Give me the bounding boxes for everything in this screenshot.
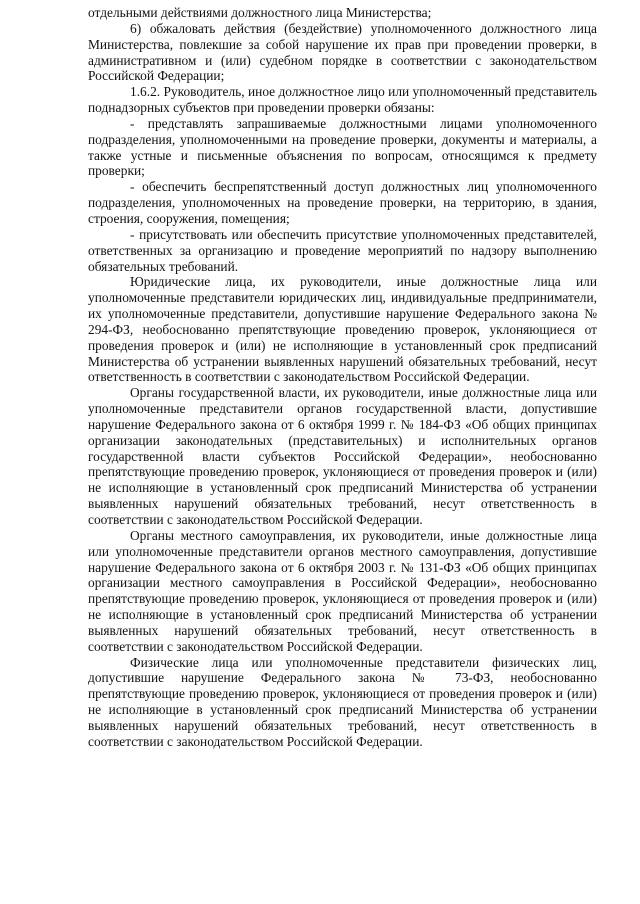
paragraph-right-6: 6) обжаловать действия (бездействие) уполномоченного должностного лица Министерства, повлекшие за собой нарушение их прав при проведении проверки, в административном и (или) судебном порядке в соответствии с законодательством Российской Федерации; [88, 20, 597, 84]
paragraph-local-government: Органы местного самоуправления, их руководители, иные должностные лица или уполномоченные представители органов местного самоуправления, допустившие нарушение Федерального закона от 6 октября 2003 г. № 131-ФЗ «Об общих принципах организации местного самоуправления в Российской Федерации», необоснованно препятствующие проведению проверок, уклоняющиеся от проведения проверок и (или) не исполняющие в установленный срок предписаний Министерства об устранении выявленных нарушений обязательных требований, несут ответственность в соответствии с законодательством Российской Федерации. [88, 527, 597, 654]
paragraph-continuation: отдельными действиями должностного лица Министерства; [88, 5, 432, 20]
document-page [88, 5, 597, 750]
list-item-provide-documents: - представлять запрашиваемые должностными лицами уполномоченного подразделения, уполномоченными на проведение проверки, документы и материалы, а также устные и письменные объяснения по вопросам, относящимся к предмету проверки; [88, 115, 597, 179]
list-item-ensure-presence: - присутствовать или обеспечить присутствие уполномоченных представителей, ответственных за организацию и проведение мероприятий по надзору выполнению обязательных требований. [88, 226, 597, 274]
paragraph-legal-entities: Юридические лица, их руководители, иные должностные лица или уполномоченные представители юридических лиц, индивидуальные предприниматели, их уполномоченные представители, допустившие нарушение Федерального закона № 294-ФЗ, необоснованно препятствующие проведению проверок, уклоняющиеся от проведения проверок и (или) не исполняющие в установленный срок предписаний Министерства об устранении выявленных нарушений обязательных требований, несут ответственность в соответствии с законодательством Российской Федерации. [88, 274, 597, 385]
paragraph-state-authorities: Органы государственной власти, их руководители, иные должностные лица или уполномоченные представители органов государственной власти, допустившие нарушение Федерального закона от 6 октября 1999 г. № 184-ФЗ «Об общих принципах организации законодательных (представительных) и исполнительных органов государственной власти субъектов Российской Федерации», необоснованно препятствующие проведению проверок, уклоняющиеся от проведения проверок и (или) не исполняющие в установленный срок предписаний Министерства об устранении выявленных нарушений обязательных требований, несут ответственность в соответствии с законодательством Российской Федерации. [88, 385, 597, 527]
paragraph-individuals: Физические лица или уполномоченные представители физических лиц, допустившие нарушение Федерального закона № 73-ФЗ, необоснованно препятствующие проведению проверок, уклоняющиеся от проведения проверок и (или) не исполняющие в установленный срок предписаний Министерства об устранении выявленных нарушений обязательных требований, несут ответственность в соответствии с законодательством Российской Федерации. [88, 654, 597, 749]
paragraph-section-1-6-2: 1.6.2. Руководитель, иное должностное лицо или уполномоченный представитель поднадзорных субъектов при проведении проверки обязаны: [88, 84, 597, 116]
list-item-ensure-access: - обеспечить беспрепятственный доступ должностных лиц уполномоченного подразделения, уполномоченных на проведение проверки, на территорию, в здания, строения, сооружения, помещения; [88, 179, 597, 226]
